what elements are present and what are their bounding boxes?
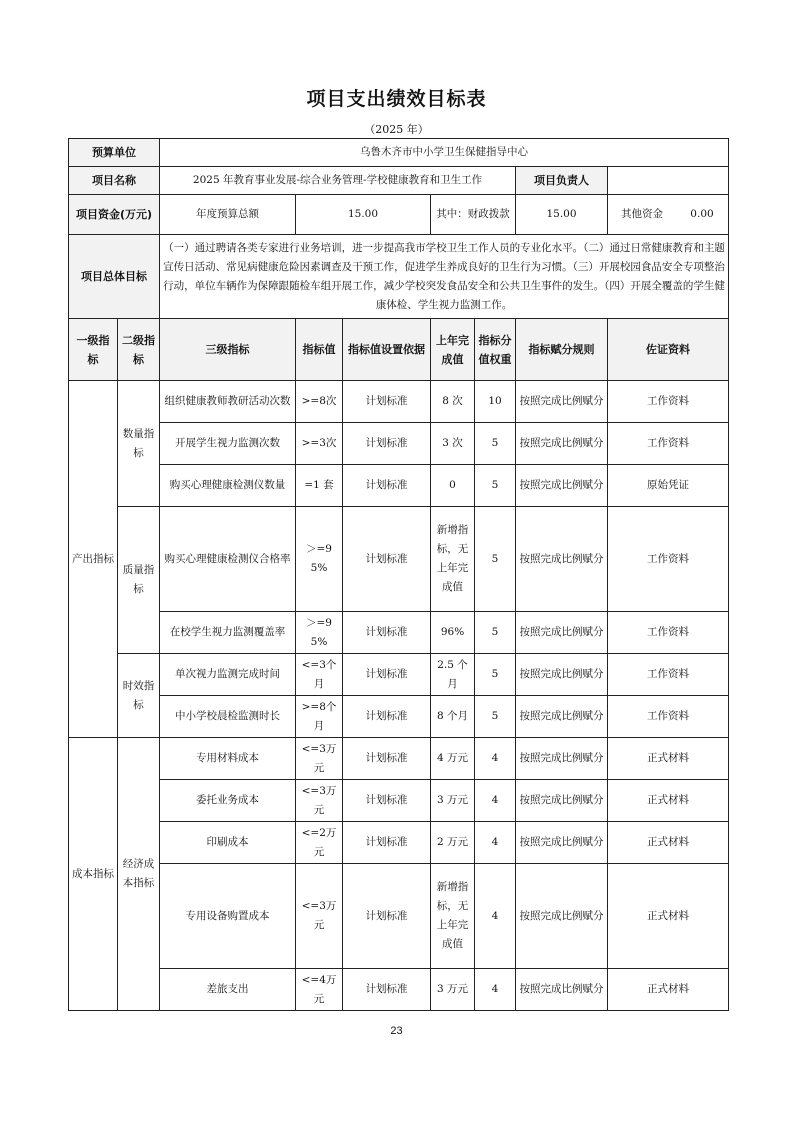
- goal-text: （一）通过聘请各类专家进行业务培训，进一步提高我市学校卫生工作人员的专业化水平。（二）通过日常健康教育和主题宣传日活动、常见病健康危险因素调查及干预工作，促进学生养成良好的卫生行为习惯。（三）开展校园食品安全专项整治行动，单位车辆作为保障跟随检车组开展工作，减少学校突发食品安全和公共卫生事件的发生。（四）开展全覆盖的学生健康体检、学生视力监测工作。: [160, 235, 729, 319]
- row-evidence: 正式材料: [608, 780, 729, 822]
- goal-row: [69, 235, 729, 319]
- row-last: 8 个月: [431, 696, 475, 738]
- funds-row: [69, 195, 729, 235]
- row-value: <=3万元: [296, 780, 343, 822]
- performance-table: [68, 138, 729, 1011]
- document-title: 项目支出绩效目标表: [306, 88, 487, 110]
- col-evidence: 佐证资料: [608, 319, 729, 381]
- row-rule: 按照完成比例赋分: [516, 822, 608, 864]
- row-last: 2 万元: [431, 822, 475, 864]
- col-weight: 指标分值权重: [475, 319, 516, 381]
- row-evidence: 正式材料: [608, 969, 729, 1011]
- row-evidence: 工作资料: [608, 696, 729, 738]
- row-evidence: 工作资料: [608, 612, 729, 654]
- unit-row: [69, 139, 729, 167]
- row-weight: 5: [475, 612, 516, 654]
- table-row: [69, 507, 729, 612]
- row-evidence: 正式材料: [608, 738, 729, 780]
- row-weight: 4: [475, 822, 516, 864]
- row-weight: 5: [475, 507, 516, 612]
- row-last: 4 万元: [431, 738, 475, 780]
- fiscal-value: 15.00: [516, 195, 608, 235]
- group-cost-economic: 经济成本指标: [118, 738, 160, 1011]
- row-last: 8 次: [431, 381, 475, 423]
- row-rule: 按照完成比例赋分: [516, 612, 608, 654]
- row-basis: 计划标准: [343, 738, 431, 780]
- fiscal-label: 其中：财政拨款: [431, 195, 516, 235]
- row-rule: 按照完成比例赋分: [516, 864, 608, 969]
- row-name: 差旅支出: [160, 969, 296, 1011]
- row-name: 购买心理健康检测仪数量: [160, 465, 296, 507]
- page-number: 23: [390, 1025, 403, 1037]
- row-basis: 计划标准: [343, 696, 431, 738]
- group-output-quality: 质量指标: [118, 507, 160, 654]
- unit-value: 乌鲁木齐市中小学卫生保健指导中心: [160, 139, 729, 167]
- row-value: ＞=95%: [296, 612, 343, 654]
- row-value: >=8个月: [296, 696, 343, 738]
- unit-label: 预算单位: [69, 139, 160, 167]
- col-basis: 指标值设置依据: [343, 319, 431, 381]
- row-basis: 计划标准: [343, 423, 431, 465]
- row-last: 3 万元: [431, 780, 475, 822]
- table-row: [69, 381, 729, 423]
- row-weight: 4: [475, 738, 516, 780]
- other-funds-cell: [608, 195, 729, 235]
- table-row: [69, 822, 729, 864]
- row-value: <=2万元: [296, 822, 343, 864]
- row-weight: 5: [475, 696, 516, 738]
- document-year: （2025 年）: [364, 123, 429, 136]
- row-rule: 按照完成比例赋分: [516, 507, 608, 612]
- row-name: 印刷成本: [160, 822, 296, 864]
- row-evidence: 工作资料: [608, 654, 729, 696]
- row-name: 单次视力监测完成时间: [160, 654, 296, 696]
- row-weight: 10: [475, 381, 516, 423]
- row-value: <=4万元: [296, 969, 343, 1011]
- row-basis: 计划标准: [343, 465, 431, 507]
- row-weight: 4: [475, 969, 516, 1011]
- col-level3: 三级指标: [160, 319, 296, 381]
- row-value: <=3万元: [296, 738, 343, 780]
- other-label: 其他资金: [621, 208, 663, 220]
- col-value: 指标值: [296, 319, 343, 381]
- row-last: 96%: [431, 612, 475, 654]
- col-rule: 指标赋分规则: [516, 319, 608, 381]
- row-value: =1 套: [296, 465, 343, 507]
- group-cost: 成本指标: [69, 738, 118, 1011]
- table-row: [69, 465, 729, 507]
- row-name: 专用材料成本: [160, 738, 296, 780]
- table-row: [69, 423, 729, 465]
- row-rule: 按照完成比例赋分: [516, 381, 608, 423]
- row-name: 专用设备购置成本: [160, 864, 296, 969]
- col-last-year: 上年完成值: [431, 319, 475, 381]
- row-evidence: 工作资料: [608, 507, 729, 612]
- row-name: 购买心理健康检测仪合格率: [160, 507, 296, 612]
- row-rule: 按照完成比例赋分: [516, 780, 608, 822]
- row-value: ＞=95%: [296, 507, 343, 612]
- row-weight: 5: [475, 423, 516, 465]
- row-name: 在校学生视力监测覆盖率: [160, 612, 296, 654]
- group-output-time: 时效指标: [118, 654, 160, 738]
- other-value: 0.00: [690, 208, 714, 220]
- col-level1: 一级指标: [69, 319, 118, 381]
- table-row: [69, 612, 729, 654]
- table-row: [69, 738, 729, 780]
- row-basis: 计划标准: [343, 969, 431, 1011]
- column-header-row: [69, 319, 729, 381]
- row-rule: 按照完成比例赋分: [516, 969, 608, 1011]
- project-value: 2025 年教育事业发展-综合业务管理-学校健康教育和卫生工作: [160, 167, 516, 195]
- row-last: 3 万元: [431, 969, 475, 1011]
- row-evidence: 原始凭证: [608, 465, 729, 507]
- row-evidence: 正式材料: [608, 822, 729, 864]
- row-rule: 按照完成比例赋分: [516, 465, 608, 507]
- row-evidence: 工作资料: [608, 423, 729, 465]
- leader-value: [608, 167, 729, 195]
- table-row: [69, 969, 729, 1011]
- row-weight: 5: [475, 465, 516, 507]
- row-rule: 按照完成比例赋分: [516, 696, 608, 738]
- row-evidence: 正式材料: [608, 864, 729, 969]
- row-basis: 计划标准: [343, 507, 431, 612]
- row-last: 新增指标，无上年完成值: [431, 864, 475, 969]
- row-last: 3 次: [431, 423, 475, 465]
- row-value: >=8次: [296, 381, 343, 423]
- row-basis: 计划标准: [343, 780, 431, 822]
- row-name: 开展学生视力监测次数: [160, 423, 296, 465]
- row-rule: 按照完成比例赋分: [516, 738, 608, 780]
- group-output-quantity: 数量指标: [118, 381, 160, 507]
- row-name: 委托业务成本: [160, 780, 296, 822]
- table-row: [69, 696, 729, 738]
- row-last: 新增指标，无上年完成值: [431, 507, 475, 612]
- leader-label: 项目负责人: [516, 167, 608, 195]
- table-row: [69, 654, 729, 696]
- row-value: <=3个月: [296, 654, 343, 696]
- table-row: [69, 780, 729, 822]
- row-weight: 5: [475, 654, 516, 696]
- funds-label: 项目资金(万元): [69, 195, 160, 235]
- row-basis: 计划标准: [343, 864, 431, 969]
- annual-total-label: 年度预算总额: [160, 195, 296, 235]
- row-name: 组织健康教师教研活动次数: [160, 381, 296, 423]
- row-rule: 按照完成比例赋分: [516, 654, 608, 696]
- row-evidence: 工作资料: [608, 381, 729, 423]
- goal-label: 项目总体目标: [69, 235, 160, 319]
- row-name: 中小学校晨检监测时长: [160, 696, 296, 738]
- row-last: 0: [431, 465, 475, 507]
- row-rule: 按照完成比例赋分: [516, 423, 608, 465]
- col-level2: 二级指标: [118, 319, 160, 381]
- row-basis: 计划标准: [343, 822, 431, 864]
- row-basis: 计划标准: [343, 612, 431, 654]
- row-basis: 计划标准: [343, 381, 431, 423]
- project-label: 项目名称: [69, 167, 160, 195]
- row-weight: 4: [475, 864, 516, 969]
- table-row: [69, 864, 729, 969]
- row-value: <=3万元: [296, 864, 343, 969]
- row-weight: 4: [475, 780, 516, 822]
- annual-total-value: 15.00: [296, 195, 431, 235]
- row-value: >=3次: [296, 423, 343, 465]
- project-row: [69, 167, 729, 195]
- row-last: 2.5 个月: [431, 654, 475, 696]
- row-basis: 计划标准: [343, 654, 431, 696]
- group-output: 产出指标: [69, 381, 118, 738]
